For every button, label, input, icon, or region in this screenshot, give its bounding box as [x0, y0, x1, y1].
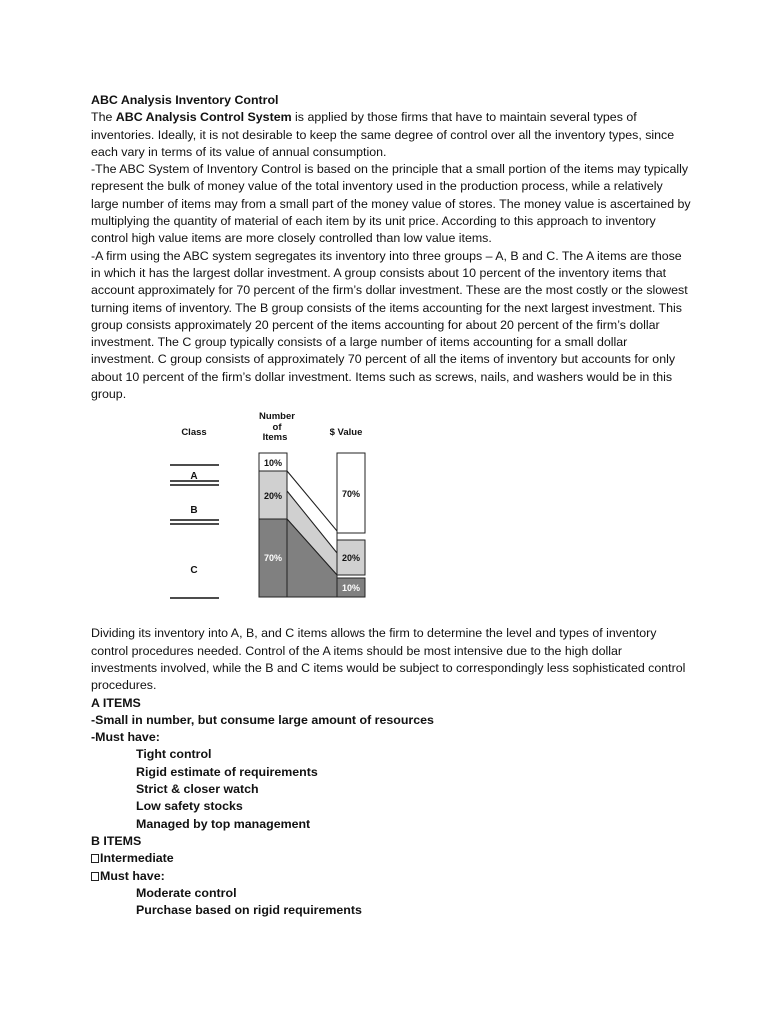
header-value: $ Value [329, 427, 363, 439]
a-items-line2: -Must have: [91, 730, 160, 745]
class-a-label: A [190, 471, 198, 483]
a-point: Low safety stocks [136, 799, 243, 814]
a-items-section [91, 695, 691, 833]
flow-shapes [287, 471, 337, 597]
a-items-heading: A ITEMS [91, 695, 141, 710]
items-c-pct: 70% [263, 553, 283, 564]
principle-paragraph: -The ABC System of Inventory Control is based on the principle that a small portion of the items may typically represent the bulk of money value of the total inventory used in the production process, while a relatively large number of items may from a small part of the money value of stores. The money value is ascertained by multiplying the quantity of material of each item by its unit price. According to this approach to inventory control high value items are more closely controlled than low value items. [91, 162, 691, 246]
intro-paragraph [91, 109, 691, 161]
b-items-line1 [91, 850, 691, 867]
document [91, 92, 691, 919]
missing-glyph-icon [91, 854, 99, 863]
abc-diagram [91, 403, 691, 625]
doc-title: ABC Analysis Inventory Control [91, 93, 279, 107]
value-column [337, 453, 365, 597]
b-point: Purchase based on rigid requirements [136, 903, 362, 918]
missing-glyph-icon [91, 872, 99, 881]
header-items-2: of [272, 422, 282, 434]
a-point: Rigid estimate of requirements [136, 764, 318, 779]
value-b-pct: 20% [341, 553, 361, 564]
abc-figure [91, 403, 691, 625]
header-class: Class [181, 427, 207, 439]
value-c-pct: 10% [341, 583, 361, 594]
intro-lead: The [91, 110, 116, 125]
dividing-paragraph: Dividing its inventory into A, B, and C items allows the firm to determine the level and types of inventory control procedures needed. Control of the A items should be most intensive due to the high dollar investments involved, while the B and C items would be subject to correspondingly less sophisticated control procedures. [91, 626, 686, 693]
intro-rest: is applied by those firms that have to maintain several types of inventories. Ideally, it is not desirable to keep the same degree of control over all the inventory types, since each vary in terms of its value of annual consumption. [91, 110, 675, 159]
items-column [259, 453, 287, 597]
b-items-line2-text: Must have: [100, 868, 165, 883]
items-a-pct: 10% [263, 458, 283, 469]
a-point: Tight control [136, 747, 212, 762]
groups-paragraph: -A firm using the ABC system segregates its inventory into three groups – A, B and C. The A items are those in which it has the largest dollar investment. A group consists about 10 percent of the inventory items that account approximately for 70 percent of the firm’s dollar investment. These are the most costly or the slowest turning items of inventory. The B group consists of the items accounting for the next largest investment. This group consists approximately 20 percent of the items accounting for about 20 percent of the firm’s dollar investment. The C group typically consists of a large number of items accounting for a small dollar investment. C group consists of approximately 70 percent of all the items of inventory but accounts for only about 10 percent of the firm’s dollar investment. Items such as screws, nails, and washers would be in this group. [91, 248, 688, 402]
header-items-1: Number [259, 411, 295, 423]
class-b-label: B [190, 505, 198, 517]
a-items-line1: -Small in number, but consume large amount of resources [91, 712, 434, 727]
class-c-label: C [190, 565, 198, 577]
value-a-pct: 70% [341, 489, 361, 500]
b-items-line2 [91, 868, 691, 885]
items-b-pct: 20% [263, 491, 283, 502]
class-separators [170, 465, 219, 598]
b-items-line1-text: Intermediate [100, 851, 174, 866]
header-items-3: Items [262, 432, 288, 444]
a-point: Managed by top management [136, 816, 311, 831]
b-items-heading: B ITEMS [91, 833, 142, 848]
b-items-section [91, 833, 691, 919]
a-point: Strict & closer watch [136, 782, 259, 797]
intro-bold: ABC Analysis Control System [115, 110, 292, 125]
b-point: Moderate control [136, 885, 237, 900]
